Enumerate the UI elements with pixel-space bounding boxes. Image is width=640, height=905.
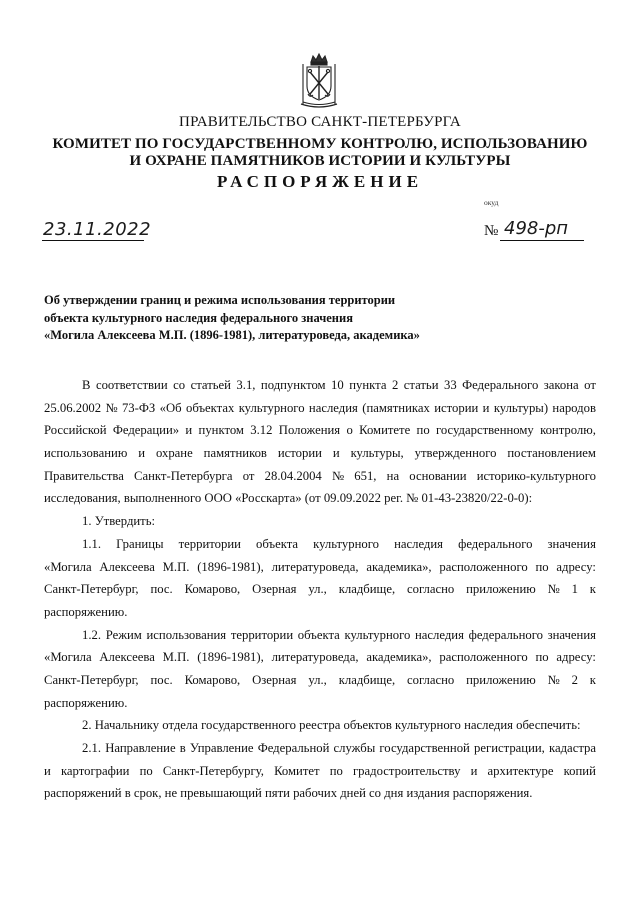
body-line: 1. Утвердить: (82, 514, 156, 529)
body-word: (памятниках (362, 400, 430, 415)
body-word: «Об (159, 400, 182, 415)
body-line (44, 533, 596, 556)
body-word: соответствии (95, 378, 168, 392)
body-word: основании (409, 468, 467, 483)
body-word: Направление (105, 741, 176, 755)
body-line: исследования, выполненного ООО «Росскарта» (от 09.09.2022 рег. № 01-43-23820/22-0-0): (44, 491, 533, 506)
body-word: литературоведа, (271, 650, 359, 665)
body-word: регистрации, (474, 741, 545, 755)
body-word: Озерная (252, 672, 297, 687)
body-word: статьи (403, 378, 439, 392)
body-word: по (416, 423, 430, 438)
body-word: Федеральной (257, 741, 330, 755)
body-word: академика», (366, 559, 432, 574)
body-word: 3.1, (236, 378, 256, 392)
body-word: объекта (256, 536, 299, 551)
body-word: использования (146, 627, 227, 642)
body-word: «Могила (44, 650, 92, 665)
body-word: Комарово, (184, 672, 241, 687)
body-word: Положения (278, 423, 341, 438)
body-word: № (547, 672, 560, 687)
body-word: от (584, 378, 596, 392)
body-word: охране (155, 446, 193, 461)
body-word: согласно (407, 672, 455, 687)
body-line (44, 760, 596, 783)
body-word: наследия (308, 400, 358, 415)
body-word: академика», (366, 650, 432, 665)
body-word: Границы (116, 536, 164, 551)
body-word: службы (333, 741, 376, 755)
body-word: памятников (203, 446, 267, 461)
body-line (44, 669, 596, 692)
body-line (44, 556, 596, 579)
body-line: 2. Начальнику отдела государственного реестра объектов культурного наследия обеспечить: (82, 718, 581, 733)
body-word: градостроительству (352, 763, 461, 778)
committee-title-line-2: И ОХРАНЕ ПАМЯТНИКОВ ИСТОРИИ И КУЛЬТУРЫ (129, 153, 511, 169)
body-word: 2 (391, 378, 399, 392)
body-word: картографии (60, 763, 130, 778)
body-word: приложению (466, 582, 536, 597)
order-subject (44, 292, 464, 345)
order-date: 23.11.2022 (43, 219, 152, 240)
body-word: постановлением (507, 446, 596, 461)
body-word: культурного (344, 627, 411, 642)
body-line: распоряжению. (44, 695, 128, 710)
body-line (44, 442, 596, 465)
body-word: 25.06.2002 (44, 400, 102, 415)
body-word: М.П. (162, 559, 190, 574)
body-line (44, 397, 596, 420)
body-word: культурного (238, 400, 305, 415)
body-word: «Могила (44, 559, 92, 574)
body-word: Комитете (359, 423, 411, 438)
body-word: кладбище, (338, 672, 396, 687)
body-word: историко-культурного (476, 468, 596, 483)
body-word: 33 (443, 378, 457, 392)
subject-line: «Могила Алексеева М.П. (1896-1981), литературоведа, академика» (44, 328, 420, 342)
body-word: закона (543, 378, 579, 392)
body-line (44, 374, 596, 397)
order-body (44, 374, 596, 805)
body-word: 1 (571, 582, 578, 597)
body-word: государственному (435, 423, 534, 438)
body-word: расположенного (439, 559, 528, 574)
body-line (44, 419, 596, 442)
body-word: Комарово, (184, 582, 241, 597)
body-word: 651, (354, 468, 377, 483)
body-word: Алексеева (99, 559, 155, 574)
body-word: № (105, 400, 118, 415)
body-word: ул., (308, 672, 327, 687)
body-word: 28.04.2004 (264, 468, 322, 483)
body-word: В (82, 378, 91, 392)
body-word: пункта (349, 378, 387, 392)
body-line (44, 624, 596, 647)
body-word: федерального (468, 627, 543, 642)
body-word: Комитет (274, 763, 320, 778)
body-word: Управление (189, 741, 254, 755)
body-word: № (547, 582, 560, 597)
body-word: по (535, 559, 549, 574)
body-word: кадастра (549, 741, 596, 755)
body-word: к (589, 672, 596, 687)
body-line (44, 465, 596, 488)
body-word: Санкт-Петербург, (44, 582, 139, 597)
saint-petersburg-coat-of-arms-icon (297, 52, 341, 110)
body-word: о (346, 423, 353, 438)
body-word: объекта (297, 627, 340, 642)
body-word: 1.2. (82, 627, 102, 642)
body-word: подпунктом (260, 378, 326, 392)
number-underline (500, 240, 584, 241)
body-word: 2.1. (82, 741, 102, 755)
body-word: и (470, 763, 478, 778)
body-word: значения (547, 536, 596, 551)
body-word: 2 (571, 672, 578, 687)
body-word: 3.12 (250, 423, 273, 438)
body-word: и (185, 423, 193, 438)
body-word: объектах (185, 400, 235, 415)
body-word: приложению (466, 672, 536, 687)
body-word: по (139, 763, 153, 778)
body-line (44, 737, 596, 760)
body-word: со (173, 378, 186, 392)
body-word: культурного (313, 536, 379, 551)
body-word: и (482, 400, 490, 415)
body-word: адресу: (556, 650, 596, 665)
body-word: утвержденного (414, 446, 497, 461)
body-word: и (138, 446, 146, 461)
body-word: Санкт-Петербургу, (162, 763, 264, 778)
body-word: архитектуре (487, 763, 554, 778)
body-word: культуры, (350, 446, 404, 461)
body-word: по (329, 763, 343, 778)
body-word: использованию (44, 446, 128, 461)
body-word: 10 (331, 378, 344, 392)
body-line: распоряжению. (44, 604, 128, 619)
body-word: согласно (407, 582, 455, 597)
body-word: расположенного (439, 650, 528, 665)
government-title: ПРАВИТЕЛЬСТВО САНКТ-ПЕТЕРБУРГА (179, 114, 461, 130)
subject-line: объекта культурного наследия федерального значения (44, 310, 353, 325)
body-word: № (331, 468, 345, 483)
body-word: и (44, 763, 51, 778)
body-word: и (332, 446, 340, 461)
body-word: 1.1. (82, 536, 102, 551)
body-word: контролю, (540, 423, 596, 438)
body-word: Федерального (462, 378, 539, 392)
body-word: наследия (394, 536, 444, 551)
body-word: на (386, 468, 400, 483)
body-word: Алексеева (99, 650, 155, 665)
body-word: 73-ФЗ (121, 400, 156, 415)
body-word: Федерации» (112, 423, 180, 438)
body-word: государственной (379, 741, 470, 755)
body-word: культуры) (493, 400, 549, 415)
body-line (44, 646, 596, 669)
body-word: территории (230, 627, 294, 642)
body-word: истории (434, 400, 479, 415)
order-number-label: № (484, 223, 499, 239)
okud-label: окуд (484, 198, 499, 207)
body-word: Режим (105, 627, 142, 642)
body-word: литературоведа, (271, 559, 359, 574)
body-line (44, 578, 596, 601)
body-word: М.П. (162, 650, 190, 665)
body-word: Российской (44, 423, 107, 438)
body-word: ул., (308, 582, 327, 597)
body-word: федерального (458, 536, 533, 551)
body-word: к (589, 582, 596, 597)
document-type-title: РАСПОРЯЖЕНИЕ (216, 172, 424, 191)
body-word: по (535, 650, 549, 665)
body-word: истории (277, 446, 322, 461)
body-word: Озерная (252, 582, 297, 597)
body-word: от (242, 468, 255, 483)
body-word: значения (547, 627, 596, 642)
body-word: наследия (415, 627, 464, 642)
body-word: адресу: (556, 559, 596, 574)
body-word: народов (552, 400, 596, 415)
body-word: Правительства (44, 468, 124, 483)
committee-title-line-1: КОМИТЕТ ПО ГОСУДАРСТВЕННОМУ КОНТРОЛЮ, ИСПОЛЬЗОВАНИЮ (52, 136, 588, 152)
body-word: (1896-1981), (197, 559, 264, 574)
body-word: пунктом (198, 423, 244, 438)
body-line: распоряжений в срок, не превышающий пяти рабочих дней со дня издания распоряжения. (44, 786, 533, 801)
body-word: территории (178, 536, 241, 551)
body-word: в (179, 741, 186, 755)
body-word: (1896-1981), (197, 650, 264, 665)
body-word: пос. (150, 582, 173, 597)
body-word: Санкт-Петербурга (134, 468, 233, 483)
body-word: копий (563, 763, 596, 778)
order-number: 498-рп (504, 218, 569, 239)
body-word: кладбище, (338, 582, 396, 597)
body-word: статьей (190, 378, 231, 392)
subject-line: Об утверждении границ и режима использования территории (44, 293, 396, 307)
body-word: Санкт-Петербург, (44, 672, 139, 687)
body-word: пос. (150, 672, 173, 687)
date-underline (42, 240, 144, 241)
